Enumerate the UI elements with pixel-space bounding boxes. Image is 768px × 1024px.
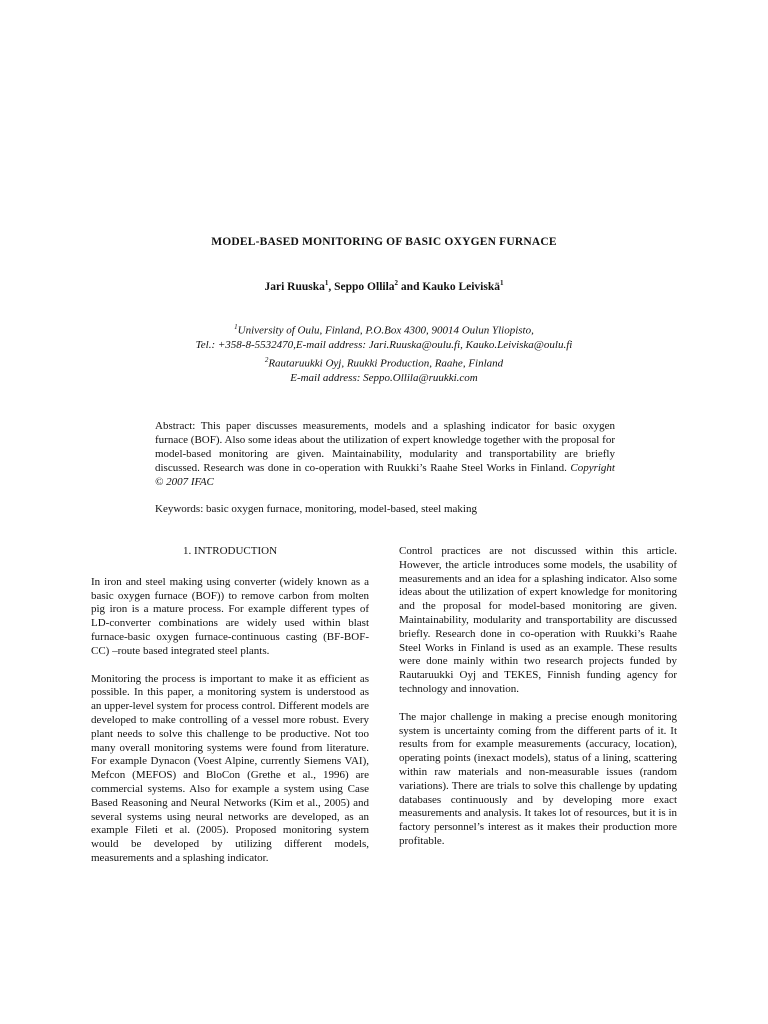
affiliation-marker: 1 [500, 279, 504, 287]
abstract [155, 419, 615, 489]
affiliation-contact: Tel.: +358-8-5532470,E-mail address: Jari.Ruuska@oulu.fi, Kauko.Leiviska@oulu.fi [195, 339, 573, 352]
paragraph: Control practices are not discussed within this article. However, the article introduces some models, the usability of measurements and an idea for a splashing indicator. Also some ideas about the utilization of expert knowledge for monitoring and the proposal for model-based monitoring are given. Maintainability, modularity and transportability are discussed briefly. Research done in co-operation with Ruukki’s Raahe Steel Works in Finland is used as an example. These results were done mainly within two research projects funded by Rautaruukki Oyj and TEKES, Finnish funding agency for technology and innovation. [399, 545, 677, 695]
paragraph: In iron and steel making using converter (widely known as a basic oxygen furnace (BOF)) to remove carbon from molten pig iron is a mature process. For example different types of LD-converter combinations are widely used within blast furnace-basic oxygen furnace-continuous casting (BF-BOF-CC) –route based integrated steel plants. [91, 575, 369, 657]
affiliation-marker: 1 [324, 279, 329, 287]
author-separator: and [398, 280, 423, 293]
affiliation-line [0, 353, 768, 371]
affiliation-marker: 1 [234, 323, 238, 331]
left-column [91, 545, 369, 880]
author-name: Jari Ruuska [264, 280, 325, 293]
affiliation-contact: E-mail address: Seppo.Ollila@ruukki.com [290, 371, 478, 384]
affiliation-text: Rautaruukki Oyj, Ruukki Production, Raahe, Finland [268, 357, 504, 370]
author-name: Kauko Leiviskä [422, 280, 500, 293]
affiliation-marker: 2 [394, 279, 399, 287]
abstract-text: Abstract: This paper discusses measurements, models and a splashing indicator for basic oxygen furnace (BOF). Also some ideas about the utilization of expert knowledge together with the proposal for model-based monitoring are given. Maintainability, modularity and transportability are briefly discussed. Research was done in co-operation with Ruukki’s Raahe Steel Works in Finland. [155, 420, 615, 474]
author-separator: , [328, 280, 335, 293]
affiliation-block [0, 320, 768, 385]
paragraph: Monitoring the process is important to make it as efficient as possible. In this paper, a monitoring system is understood as an upper-level system for process control. Different models are developed to make controlling of a vessel more robust. Every plant needs to solve this challenge to be productive. Not too many overall monitoring systems were found from literature. For example Dynacon (Voest Alpine, currently Siemens VAI), Mefcon (MEFOS) and BloCon (Grethe et al., 1996) are commercial systems. Also for example a system using Case Based Reasoning and Neural Networks (Kim et al., 2005) and several systems using neural networks are developed, as an example Fileti et al. (2005). Proposed monitoring system would be developed by utilizing different models, measurements and a splashing indicator. [91, 672, 369, 864]
author-name: Seppo Ollila [334, 280, 395, 293]
keywords: Keywords: basic oxygen furnace, monitoring, model-based, steel making [155, 503, 477, 515]
section-heading: 1. INTRODUCTION [182, 545, 278, 557]
copyright-notice: Copyright © 2007 IFAC [155, 462, 615, 488]
author-line [0, 279, 768, 293]
affiliation-line [0, 320, 768, 338]
right-column [399, 545, 677, 863]
affiliation-text: University of Oulu, Finland, P.O.Box 4300, 90014 Oulun Yliopisto, [237, 324, 534, 337]
affiliation-marker: 2 [264, 355, 269, 364]
paper-title: MODEL-BASED MONITORING OF BASIC OXYGEN FURNACE [211, 236, 557, 248]
paragraph: The major challenge in making a precise enough monitoring system is uncertainty coming from the different parts of it. It results from for example measurements (accuracy, location), operating points (inexact models), status of a lining, scattering within raw materials and non-measurable issues (random variations). There are trials to solve this challenge by updating databases continuously and by developing more exact measurements and analysis. It takes lot of resources, but it is in factory personnel’s interest as it makes their production more profitable. [399, 710, 677, 847]
